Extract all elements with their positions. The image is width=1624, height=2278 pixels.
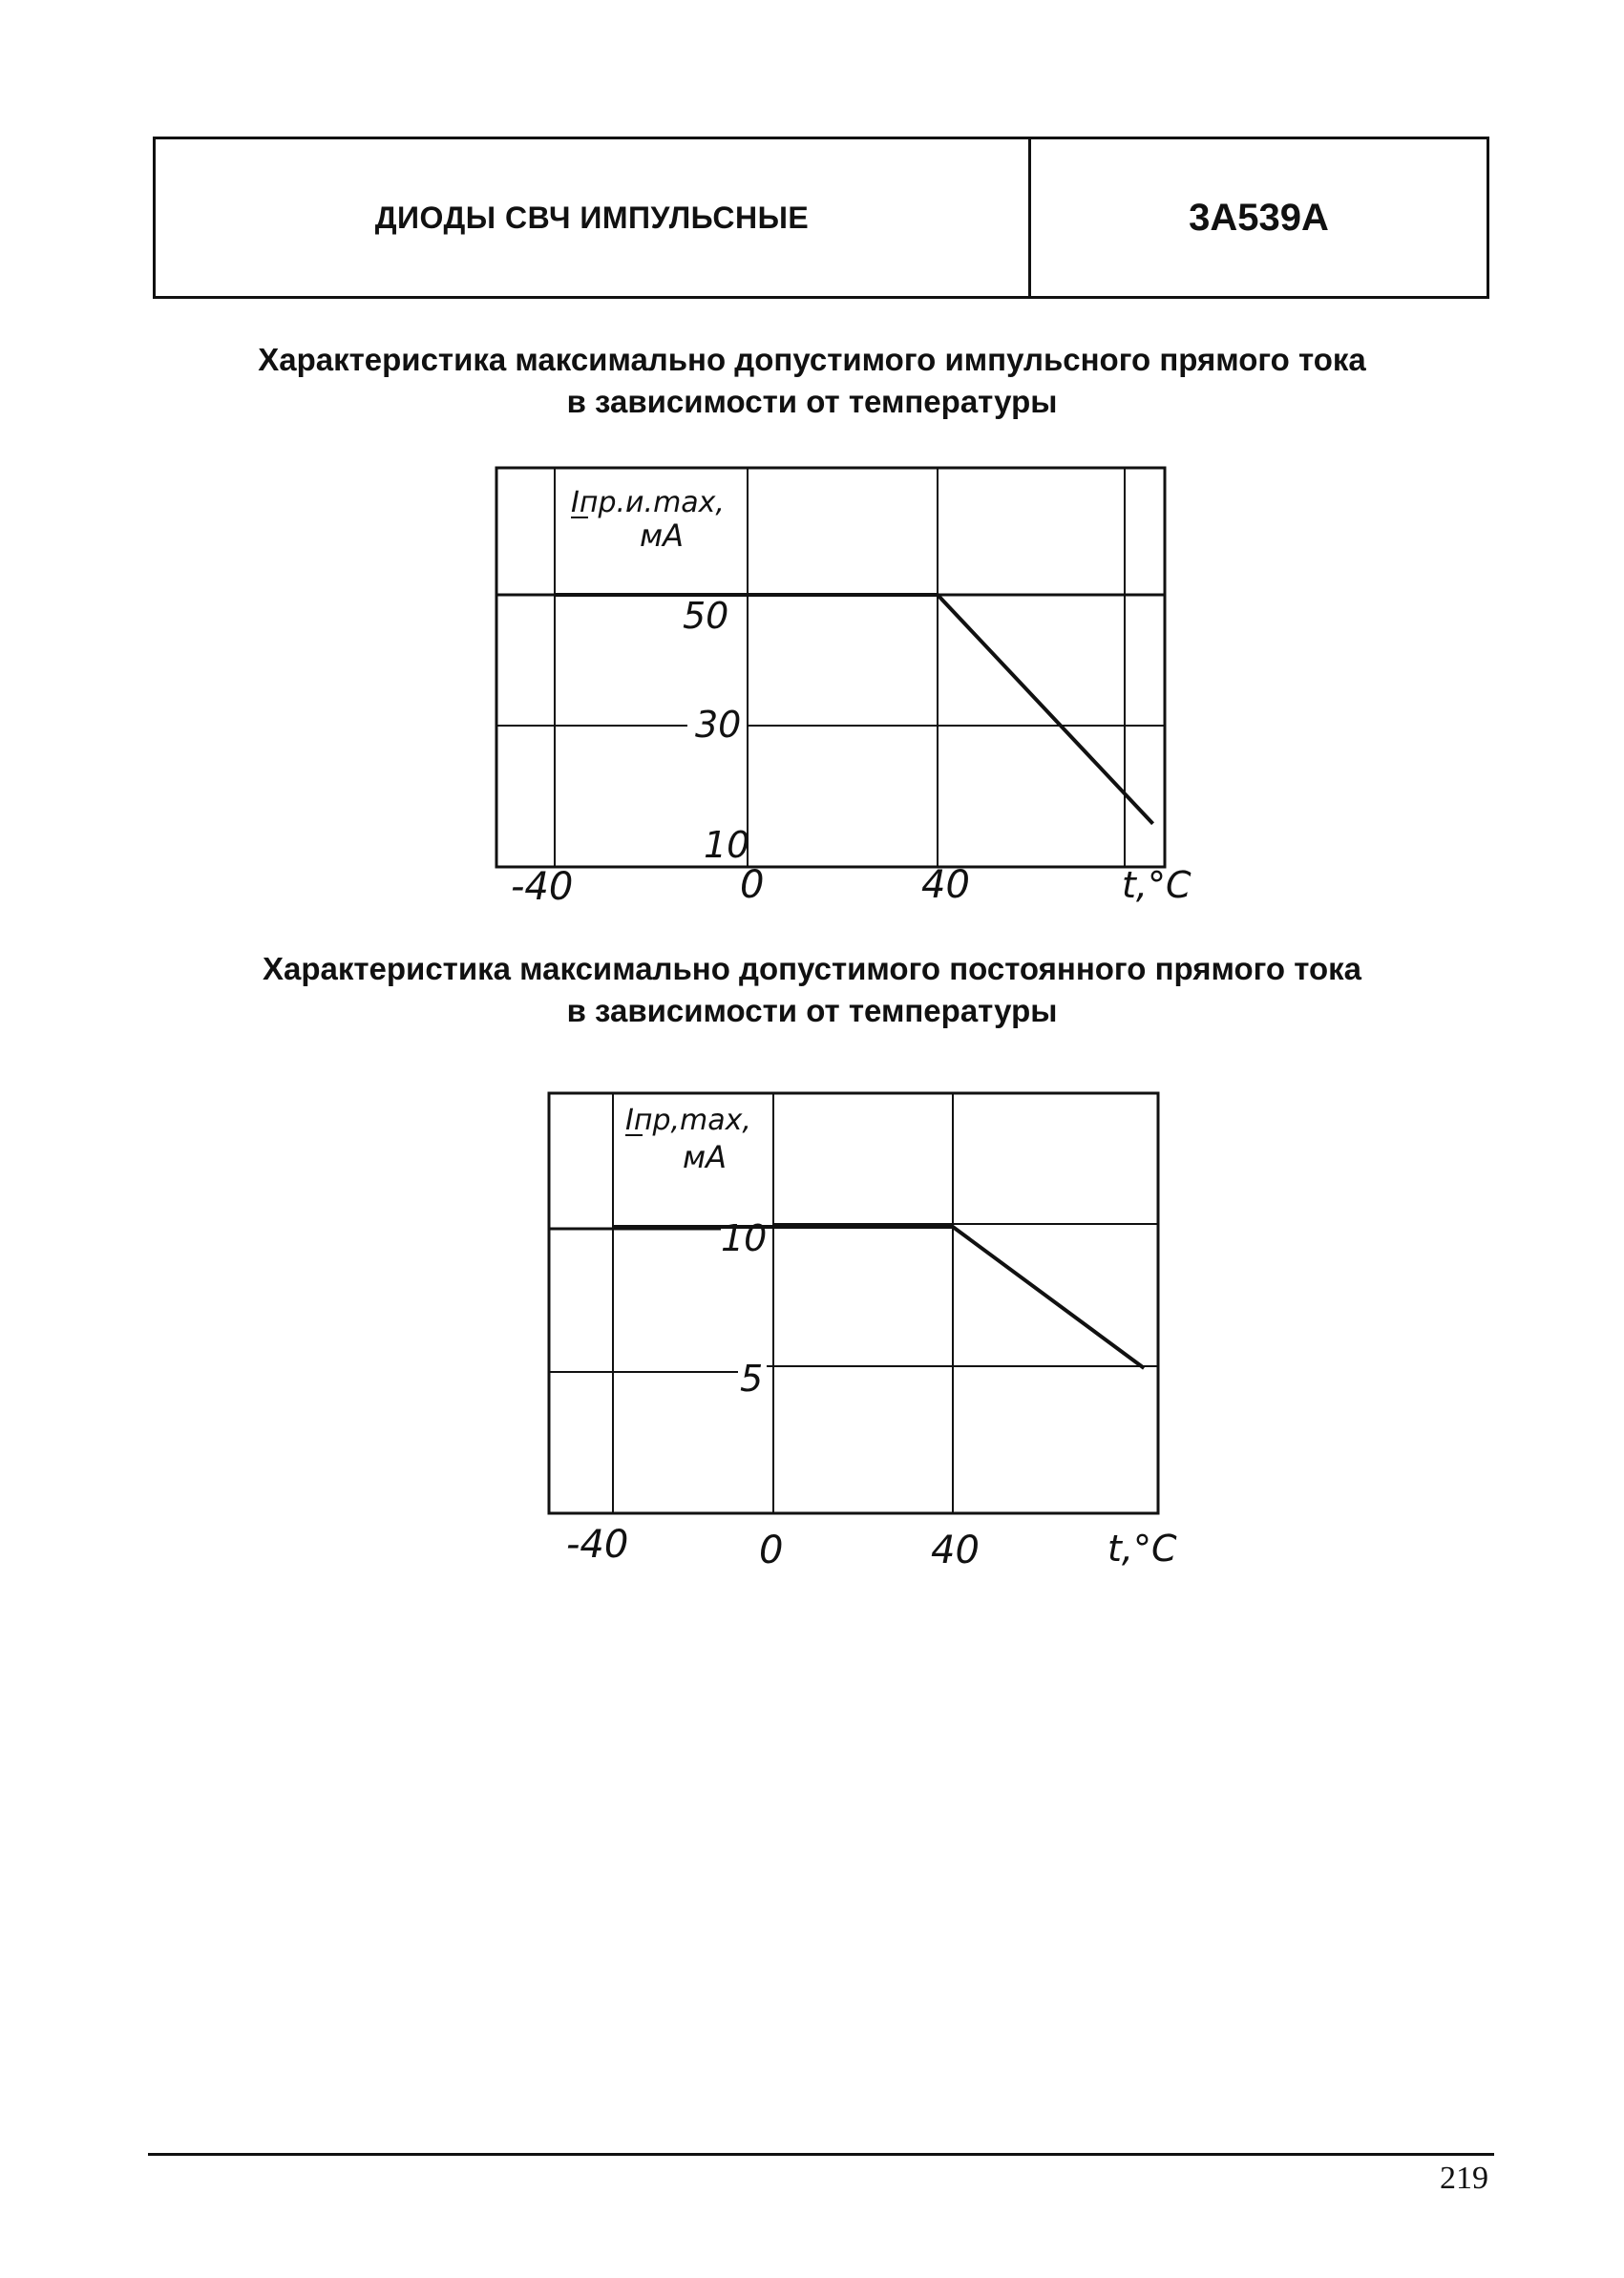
page-number: 219 [1440, 2161, 1488, 2196]
chart1-series-line-0 [555, 595, 1153, 824]
chart2-caption [0, 948, 1624, 1032]
chart2-ytick-5: 5 [740, 1358, 764, 1400]
chart2-xtick-40: 40 [931, 1529, 980, 1572]
chart1-frame [496, 468, 1165, 867]
header-part-number: 3А539А [1189, 196, 1329, 239]
chart1-caption [0, 339, 1624, 423]
footer-divider [148, 2153, 1494, 2156]
chart2-ytick-10: 10 [721, 1217, 768, 1259]
chart2-ylabel-line2: мА [683, 1139, 728, 1175]
chart2-xlabel: t,°C [1107, 1528, 1177, 1570]
chart1-title-line2: в зависимости от температуры [566, 384, 1058, 419]
chart2-ylabel-line1: Iпр,max, [625, 1104, 751, 1137]
chart1-title-line1: Характеристика максимально допустимого импульсного прямого тока [258, 342, 1366, 377]
chart1-ytick-10: 10 [704, 824, 750, 866]
chart1-series-group [555, 595, 1153, 824]
chart2-frame [549, 1093, 1158, 1513]
chart2-plot [530, 1084, 1198, 1580]
chart1-xlabel: t,°C [1122, 864, 1192, 906]
chart1-xtick-neg40: -40 [511, 865, 574, 909]
chart2 [530, 1084, 1198, 1580]
chart1-plot [477, 458, 1203, 926]
chart2-series-line-0 [613, 1227, 1144, 1368]
chart1-xtick-0: 0 [740, 863, 765, 907]
chart2-title-line2: в зависимости от температуры [566, 993, 1058, 1028]
header-category: ДИОДЫ СВЧ ИМПУЛЬСНЫЕ [156, 139, 1031, 296]
chart1-ytick-50: 50 [683, 595, 729, 637]
chart2-xtick-neg40: -40 [566, 1523, 629, 1567]
chart1-ytick-30: 30 [695, 704, 742, 746]
chart1-ylabel-line2: мА [640, 517, 685, 554]
chart2-series-group [613, 1227, 1144, 1368]
header-box [153, 137, 1489, 299]
chart1-ylabel-line1: Iпр.и.max, [571, 486, 725, 519]
chart1 [477, 458, 1203, 926]
chart1-xtick-40: 40 [921, 863, 970, 907]
chart2-title-line1: Характеристика максимально допустимого постоянного прямого тока [262, 951, 1362, 986]
chart2-xtick-0: 0 [759, 1529, 784, 1572]
